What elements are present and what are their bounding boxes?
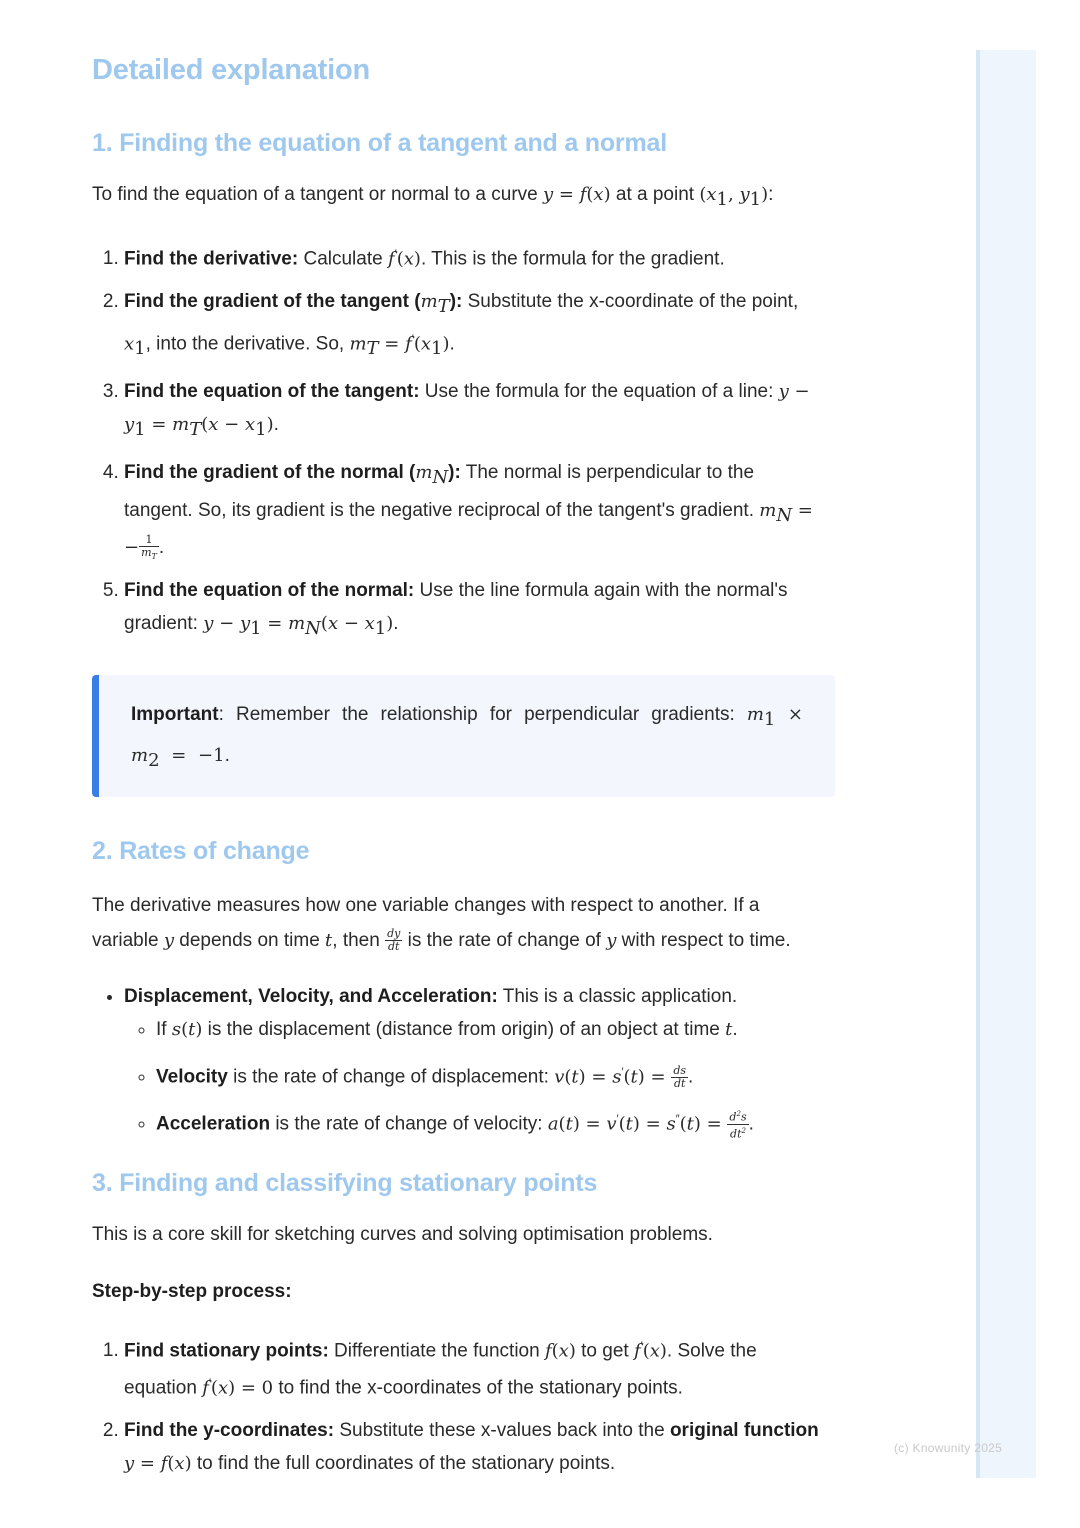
section-heading-rates-of-change: 2. Rates of change bbox=[92, 836, 310, 865]
section-heading-stationary-points: 3. Finding and classifying stationary points bbox=[92, 1168, 598, 1197]
step-by-step-subheading: Step-by-step process: bbox=[92, 1280, 292, 1302]
important-callout bbox=[92, 675, 835, 797]
list-item: 5. Find the equation of the normal: Use the line formula again with the normal's gradient: $y - y_1 = m_N(x - x_1)$. bbox=[124, 574, 828, 645]
tangent-normal-steps bbox=[92, 238, 828, 645]
list-item: 4. Find the gradient of the normal $(m_N)$: The normal is perpendicular to the tangent. So, its gradient is the negative reciprocal of the tangent's gradient. $m_N$ = − $\frac{1}{m_T}$ . bbox=[124, 456, 828, 565]
list-item: 1. Find stationary points: Differentiate the function f(x) to get f′(x). Solve the equation f′(x) = 0 to find the x-coordinates of the stationary points. bbox=[124, 1330, 828, 1405]
kinematics-sub-list bbox=[124, 1013, 828, 1141]
list-item: • Displacement, Velocity, and Acceleration: This is a classic application. ◦ If s(t) is the displacement (distance from origin) of an object at time t. ◦ Velocity is the rate of change of displacement: v(t) = s′(t) = $\frac{ds}{dt}$ . ◦ Acceleration is the rate of change of velocity: a(t) = v′(t) = s″(t) = $\frac{d^2s}{dt^2}$ . bbox=[124, 980, 828, 1141]
list-item: 1. Find the derivative: Calculate f′(x). This is the formula for the gradient. bbox=[124, 238, 828, 275]
rates-bullet-list bbox=[92, 980, 828, 1141]
list-item: 2. Find the gradient of the tangent $(m_T)$: Substitute the x-coordinate of the point, $x_1$, into the derivative. So, $m_T = f'(x_1)$. bbox=[124, 285, 828, 365]
stationary-points-steps bbox=[92, 1330, 828, 1481]
section-2-intro: The derivative measures how one variable changes with respect to another. If a variable y depends on time t, then $\frac{dy}{dt}$ is the rate of change of y with respect to time. bbox=[92, 894, 791, 954]
section-1-intro: To find the equation of a tangent or normal to a curve y = f(x) at a point ($x_1$, $y_1$): bbox=[92, 184, 774, 210]
section-3-intro: This is a core skill for sketching curves and solving optimisation problems. bbox=[92, 1223, 713, 1245]
copyright-footer: (c) Knowunity 2025 bbox=[894, 1441, 1003, 1455]
right-sidebar-panel bbox=[976, 50, 1036, 1478]
callout-text: Important: Remember the relationship for perpendicular gradients: $m_1 \times m_2 = -1$. bbox=[131, 704, 803, 771]
list-item: 2. Find the y-coordinates: Substitute these x-values back into the original function y = f(x) to find the full coordinates of the stationary points. bbox=[124, 1414, 828, 1480]
list-item: ◦ Velocity is the rate of change of displacement: v(t) = s′(t) = $\frac{ds}{dt}$ . bbox=[156, 1056, 828, 1093]
list-item: ◦ If s(t) is the displacement (distance from origin) of an object at time t. bbox=[156, 1013, 828, 1046]
article-content bbox=[92, 50, 828, 1490]
list-item: 3. Find the equation of the tangent: Use the formula for the equation of a line: $y - y_1 = m_T(x - x_1)$. bbox=[124, 375, 828, 446]
list-item: ◦ Acceleration is the rate of change of velocity: a(t) = v′(t) = s″(t) = $\frac{d^2s}{dt^2}$ . bbox=[156, 1103, 828, 1140]
page-title: Detailed explanation bbox=[92, 54, 371, 86]
section-heading-tangent-normal: 1. Finding the equation of a tangent and a normal bbox=[92, 129, 667, 157]
